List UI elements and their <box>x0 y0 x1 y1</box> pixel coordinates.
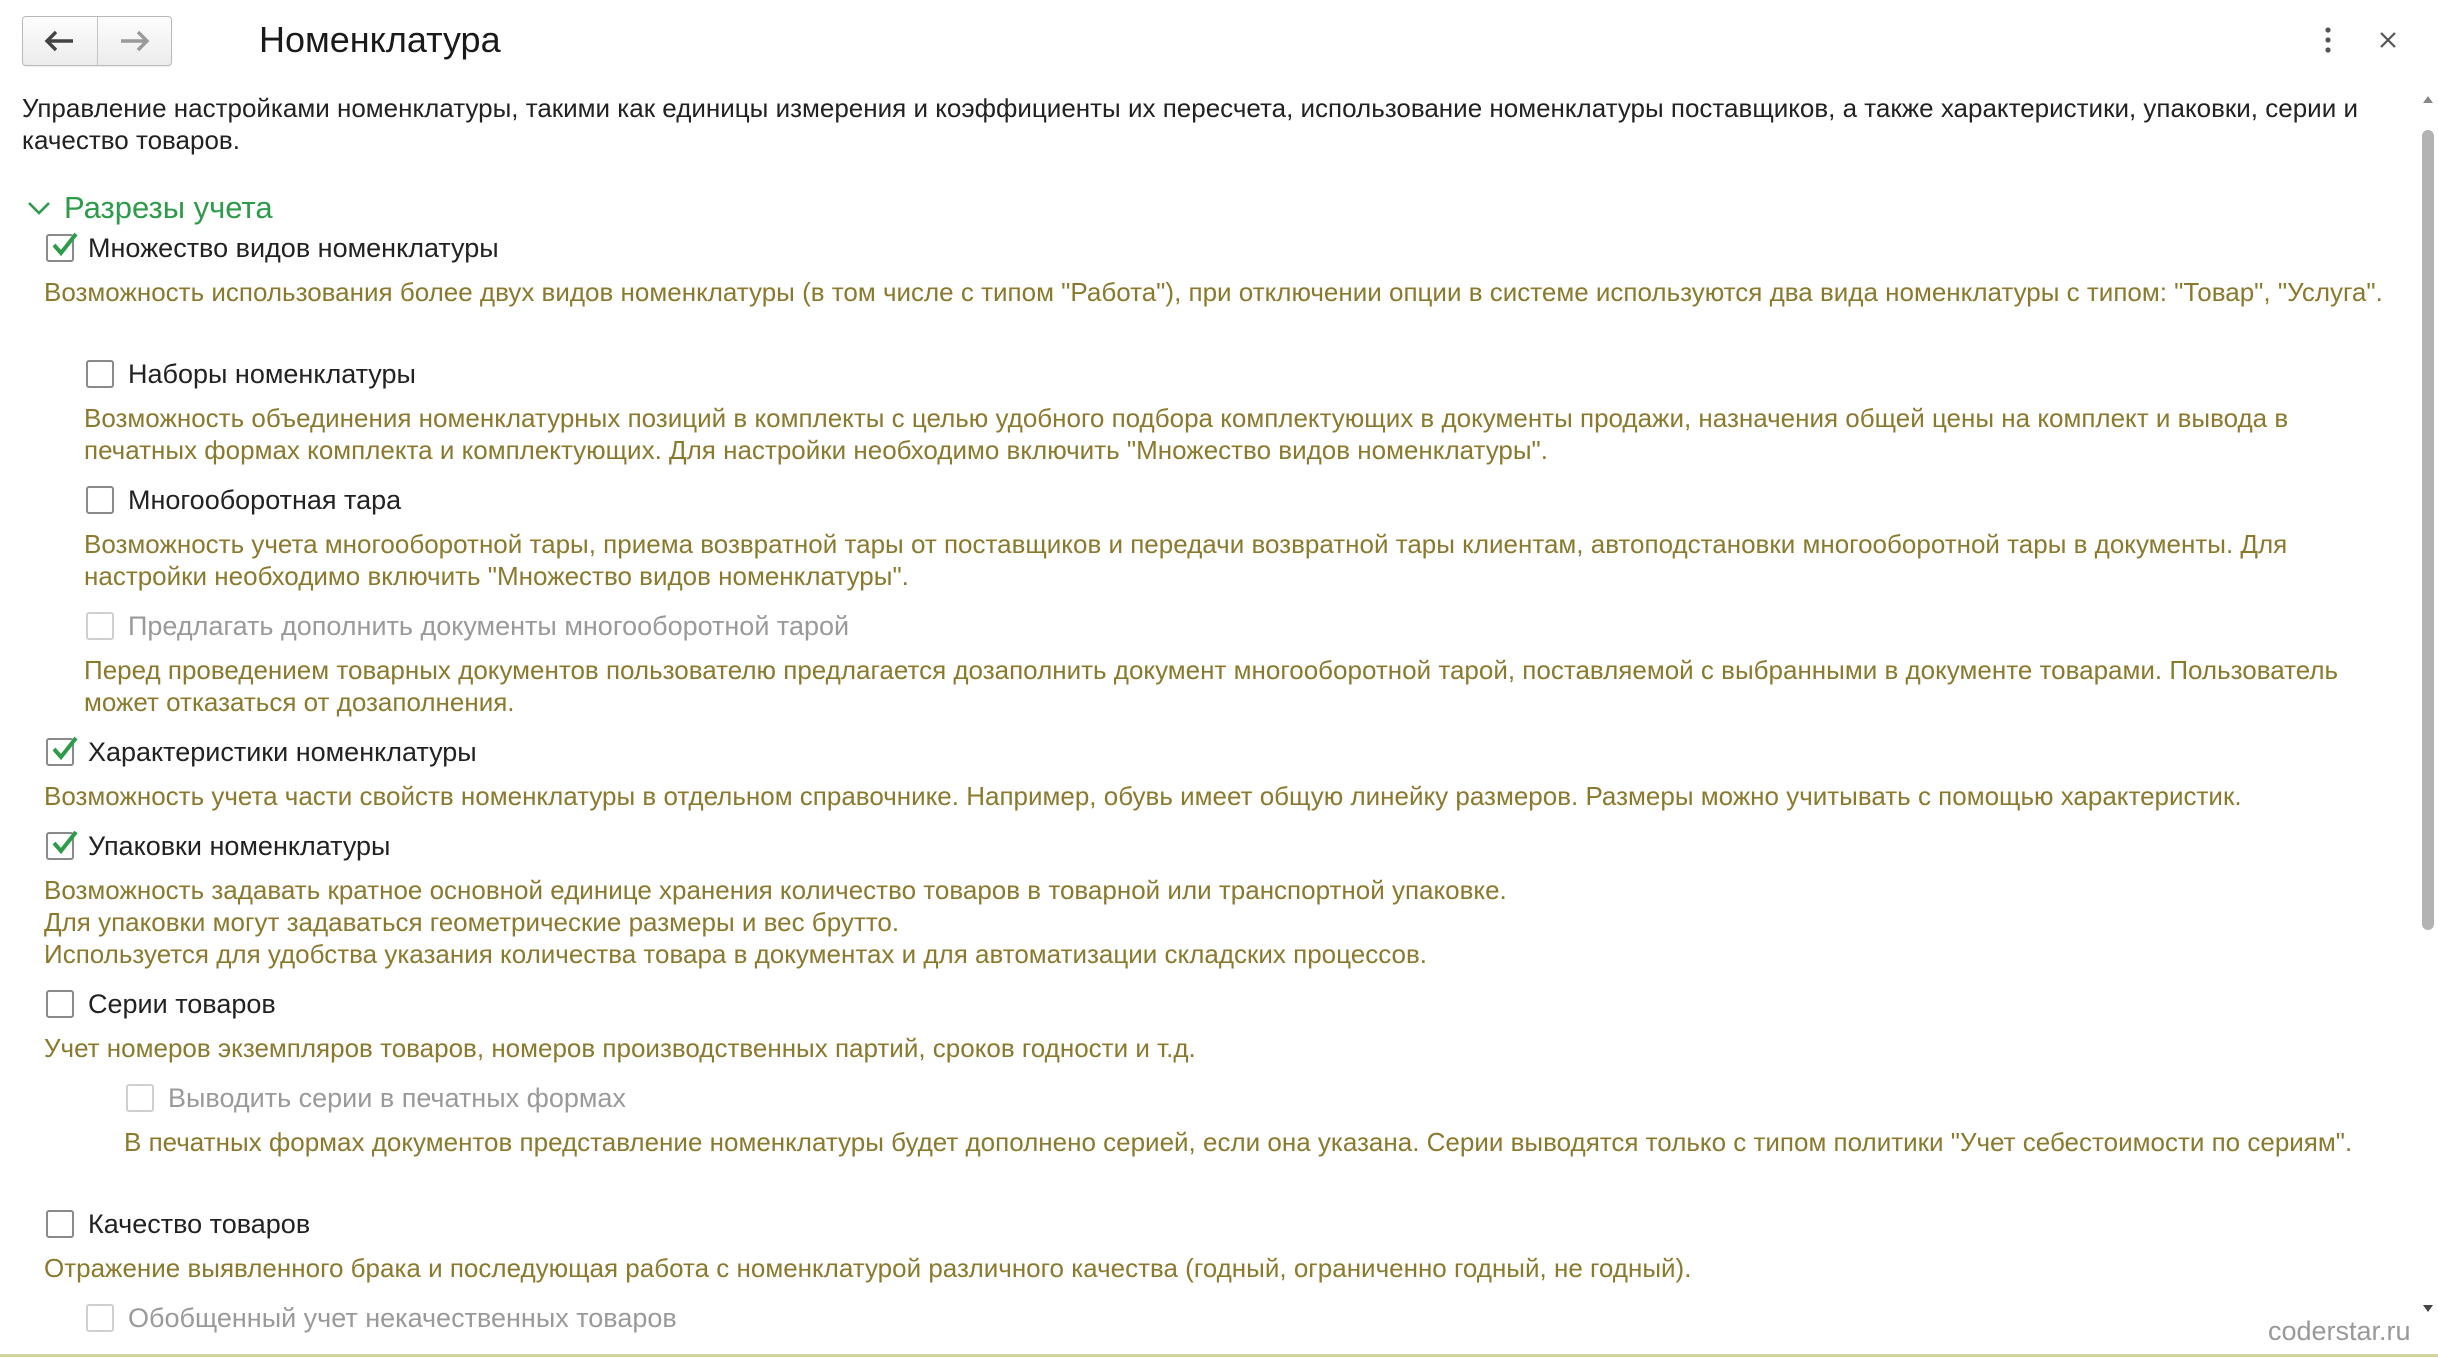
option-description: Учет номеров экземпляров товаров, номеров производственных партий, сроков годности и т.д. <box>44 1033 1196 1063</box>
option-description: Возможность учета многооборотной тары, приема возвратной тары от поставщиков и передачи возвратной тары клиентам, автоподстановки многооборотной тары в документы. Для настройки необходимо включить "Множество видов номенклатуры". <box>84 529 2288 591</box>
checkbox[interactable] <box>46 738 74 766</box>
option-label: Характеристики номенклатуры <box>88 736 477 767</box>
option-item-quality[interactable] <box>46 1204 310 1244</box>
description-line: Используется для удобства указания количества товара в документах и для автоматизации складских процессов. <box>44 939 1427 969</box>
arrow-right-icon <box>117 30 151 52</box>
option-item-characteristics[interactable] <box>46 732 477 772</box>
option-description: Возможность объединения номенклатурных позиций в комплекты с целью удобного подбора комплектующих в документы продажи, назначения общей цены на комплект и вывода в печатных формах комплекта и комплектующих. Для настройки необходимо включить "Множество видов номенклатуры". <box>84 403 2289 465</box>
navigation-buttons <box>22 16 172 66</box>
checkbox <box>86 612 114 640</box>
section-title: Разрезы учета <box>64 190 273 225</box>
option-item-packages[interactable] <box>46 826 390 866</box>
more-vertical-icon[interactable] <box>2316 22 2340 58</box>
checkbox[interactable] <box>86 486 114 514</box>
option-suggest-packaging <box>86 606 849 646</box>
checkmark-icon <box>50 230 80 260</box>
option-label: Множество видов номенклатуры <box>88 232 499 263</box>
scroll-down-icon[interactable] <box>2422 1302 2434 1316</box>
intro-text: Управление настройками номенклатуры, такими как единицы измерения и коэффициенты их пересчета, использование номенклатуры поставщиков, а также характеристики, упаковки, серии и качество товаров. <box>22 93 2358 155</box>
section-header[interactable] <box>26 188 273 228</box>
option-label: Серии товаров <box>88 988 276 1019</box>
checkbox <box>126 1084 154 1112</box>
option-label: Обобщенный учет некачественных товаров <box>128 1302 677 1333</box>
option-series-in-print <box>126 1078 626 1118</box>
forward-button[interactable] <box>97 17 172 65</box>
checkbox[interactable] <box>46 832 74 860</box>
option-label: Предлагать дополнить документы многооборотной тарой <box>128 610 850 641</box>
back-button[interactable] <box>23 17 97 65</box>
checkbox <box>86 1304 114 1332</box>
checkbox[interactable] <box>46 990 74 1018</box>
option-description: Возможность учета части свойств номенклатуры в отдельном справочнике. Например, обувь имеет общую линейку размеров. Размеры можно учитывать с помощью характеристик. <box>44 781 2242 811</box>
arrow-left-icon <box>43 30 77 52</box>
option-item-series[interactable] <box>46 984 276 1024</box>
option-label: Многооборотная тара <box>128 484 402 515</box>
option-label: Выводить серии в печатных формах <box>168 1082 626 1113</box>
option-label: Упаковки номенклатуры <box>88 830 391 861</box>
option-description <box>44 874 2394 970</box>
option-many-item-types[interactable] <box>46 228 499 268</box>
close-icon[interactable] <box>2374 22 2402 58</box>
option-description: Отражение выявленного брака и последующая работа с номенклатурой различного качества (годный, ограниченно годный, не годный). <box>44 1253 1692 1283</box>
option-generalized-defective <box>86 1298 677 1338</box>
chevron-down-icon <box>26 198 52 218</box>
option-returnable-packaging[interactable] <box>86 480 401 520</box>
scroll-thumb[interactable] <box>2422 130 2434 930</box>
option-label: Наборы номенклатуры <box>128 358 416 389</box>
checkbox[interactable] <box>46 234 74 262</box>
option-description: В печатных формах документов представление номенклатуры будет дополнено серией, если она указана. Серии выводятся только с типом политики "Учет себестоимости по сериям". <box>124 1127 2353 1157</box>
checkmark-icon <box>50 828 80 858</box>
checkmark-icon <box>50 734 80 764</box>
checkbox[interactable] <box>46 1210 74 1238</box>
checkbox[interactable] <box>86 360 114 388</box>
option-label: Качество товаров <box>88 1208 311 1239</box>
description-line: Для упаковки могут задаваться геометрические размеры и вес брутто. <box>44 907 900 937</box>
option-description: Возможность использования более двух видов номенклатуры (в том числе с типом "Работа"), при отключении опции в системе используются два вида номенклатуры с типом: "Товар", "Услуга". <box>44 277 2383 307</box>
option-item-sets[interactable] <box>86 354 416 394</box>
title-bar <box>0 0 2438 90</box>
vertical-scrollbar[interactable] <box>2418 92 2438 1322</box>
option-description: Перед проведением товарных документов пользователю предлагается дозаполнить документ многооборотной тарой, поставляемой с выбранными в документе товарами. Пользователь может отказаться от дозаполнения. <box>84 655 2339 717</box>
bottom-divider <box>0 1354 2438 1357</box>
watermark: coderstar.ru <box>2268 1316 2411 1346</box>
description-line: Возможность задавать кратное основной единице хранения количество товаров в товарной или транспортной упаковке. <box>44 875 1507 905</box>
page-title: Номенклатура <box>259 19 501 60</box>
scroll-up-icon[interactable] <box>2422 92 2434 106</box>
